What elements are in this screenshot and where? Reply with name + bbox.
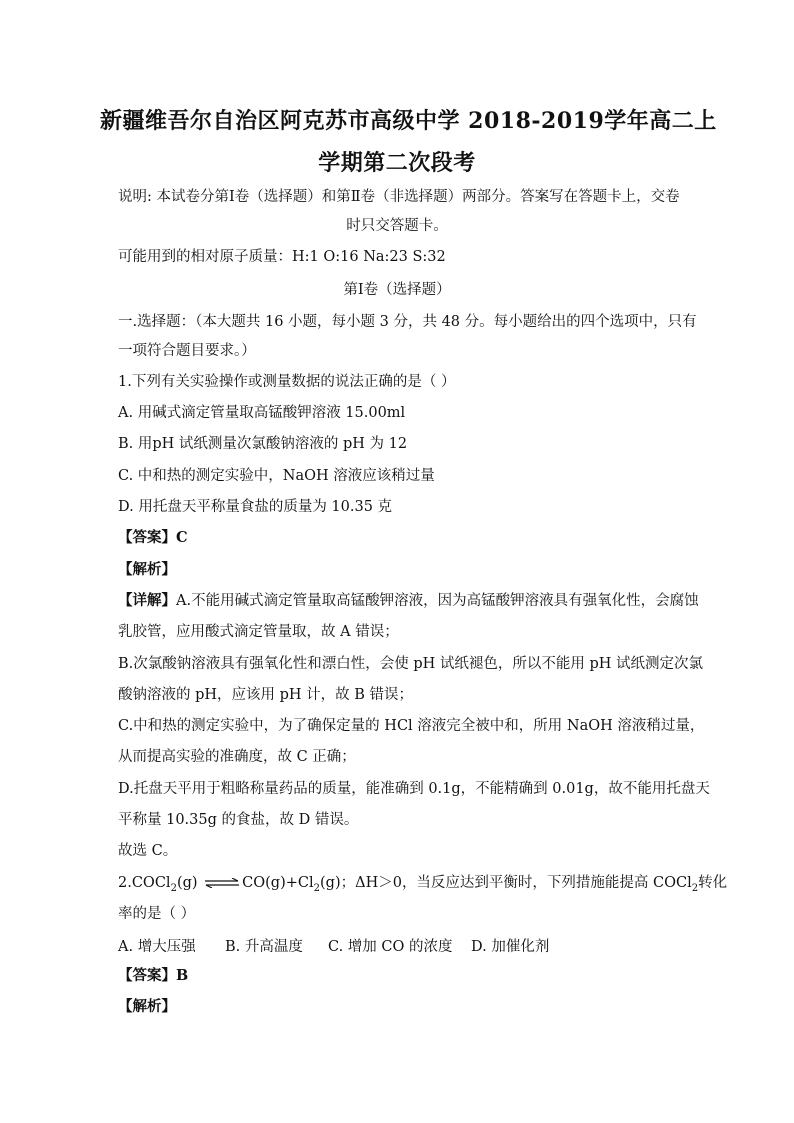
question-2-option-c: C. 增加 CO 的浓度 [328,939,453,955]
question-2-option-d: D. 加催化剂 [471,939,550,955]
stem-condition-text: (g)；ΔH＞0，当反应达到平衡时，下列措施能提高 COCl [320,875,692,891]
question-2-analysis-label: 【解析】 [118,998,176,1015]
section-instruction-line-1: 一.选择题：（本大题共 16 小题，每小题 3 分，共 48 分。每小题给出的四个选项中，只有 [118,314,697,330]
question-1-detail-d-line-2: 平称量 10.35g 的食盐，故 D 错误。 [118,812,359,828]
detail-a-text: A.不能用碱式滴定管量取高锰酸钾溶液，因为高锰酸钾溶液具有强氧化性，会腐蚀 [176,593,699,609]
detail-tag: 【详解】 [118,592,176,609]
section-heading: 第Ⅰ卷（选择题） [343,282,451,298]
question-1-detail-a-line-2: 乳胶管，应用酸式滴定管量取，故 A 错误； [118,624,399,640]
question-1-detail-c-line-1: C.中和热的测定实验中，为了确保定量的 HCl 溶液完全被中和，所用 NaOH 溶液稍过量， [118,718,705,734]
stem-end-text: 转化 [698,875,728,891]
question-1-option-d: D. 用托盘天平称量食盐的质量为 10.35 克 [118,499,393,515]
question-1-answer: 【答案】C [118,529,188,546]
question-1-option-b: B. 用pH 试纸测量次氯酸钠溶液的 pH 为 12 [118,436,408,452]
question-1-detail-b-line-1: B.次氯酸钠溶液具有强氧化性和漂白性，会使 pH 试纸褪色，所以不能用 pH 试纸测定次氯 [118,656,704,672]
section-instruction-line-2: 一项符合题目要求。） [118,343,256,359]
document-title-line-2: 学期第二次段考 [318,150,476,176]
question-1-detail-b-line-2: 酸钠溶液的 pH，应该用 pH 计，故 B 错误； [118,687,414,703]
question-1-analysis-label: 【解析】 [118,561,176,578]
reactant-formula: 2.COCl [118,875,171,891]
product-formula: CO(g)+Cl [242,875,314,891]
question-1-conclusion: 故选 C。 [118,843,178,859]
exam-note-line-1: 说明: 本试卷分第Ⅰ卷（选择题）和第Ⅱ卷（非选择题）两部分。答案写在答题卡上，交卷 [118,189,680,205]
question-1-stem: 1.下列有关实验操作或测量数据的说法正确的是（ ） [118,374,456,390]
question-2-option-b: B. 升高温度 [225,939,303,955]
question-2-answer: 【答案】B [118,967,189,984]
subscript: 2 [691,882,699,894]
atomic-mass-note: 可能用到的相对原子质量：H:1 O:16 Na:23 S:32 [118,249,446,265]
reactant-state: (g) [176,875,198,891]
question-1-detail-a-line-1 [118,591,699,611]
question-1-option-c: C. 中和热的测定实验中，NaOH 溶液应该稍过量 [118,468,435,484]
subscript: 2 [170,882,177,894]
question-1-detail-c-line-2: 从而提高实验的准确度，故 C 正确； [118,749,356,765]
subscript: 2 [313,882,320,894]
exam-note-line-2: 时只交答题卡。 [346,218,448,234]
document-title-line-1: 新疆维吾尔自治区阿克苏市高级中学 2018-2019学年高二上 [100,108,717,134]
question-1-option-a: A. 用碱式滴定管量取高锰酸钾溶液 15.00ml [118,405,406,421]
question-1-detail-d-line-1: D.托盘天平用于粗略称量药品的质量，能准确到 0.1g，不能精确到 0.01g，故不能用托盘天 [118,781,710,797]
reversible-arrow-icon [204,878,240,888]
question-2-stem-line-2: 率的是（ ） [118,906,196,922]
question-2-option-a: A. 增大压强 [118,939,196,955]
question-2-stem-line-1 [118,873,727,899]
